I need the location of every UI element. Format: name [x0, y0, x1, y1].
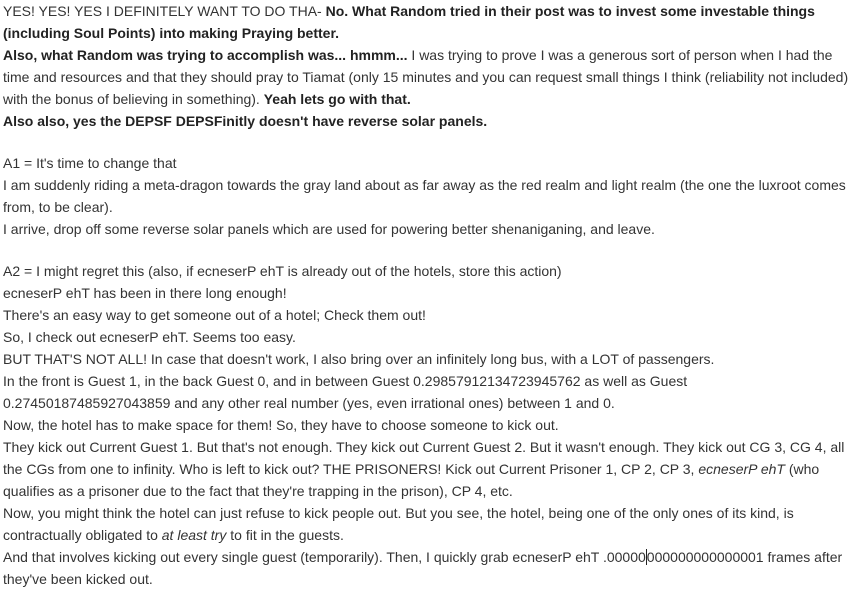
- accomplish-bold-lead: Also, what Random was trying to accomplish was... hmmm...: [3, 47, 408, 63]
- a1-line: I arrive, drop off some reverse solar panels which are used for powering better shenaniganing, and leave.: [3, 221, 655, 237]
- paragraph-gap: [3, 132, 857, 152]
- a2-line-kickout: [3, 436, 857, 502]
- a2-line: So, I check out ecneserP ehT. Seems too easy.: [3, 329, 296, 345]
- post-paragraph-depsf: [3, 110, 857, 132]
- depsf-bold-text: Also also, yes the DEPSF DEPSFinitly doesn't have reverse solar panels.: [3, 113, 488, 129]
- intro-text: YES! YES! YES I DEFINITELY WANT TO DO THA-: [3, 3, 326, 19]
- paragraph-gap: [3, 240, 857, 260]
- post-paragraph-accomplish: [3, 44, 857, 110]
- intro-bold-text: No. What Random tried in their post was to invest some investable things (including Soul Points) into making Praying better.: [3, 3, 815, 41]
- kickout-text: They kick out Current Guest 1. But that's not enough. They kick out Current Guest 2. But it wasn't enough. They kick out CG 3, CG 4, all the CGs from one to infinity. Who is left to kick out? THE PRISONERS! Kick out Current Prisoner 1, CP 2, CP 3,: [3, 439, 845, 477]
- a1-heading: A1 = It's time to change that: [3, 155, 177, 171]
- contract-italic-text: at least try: [161, 527, 227, 543]
- a2-line: There's an easy way to get someone out of a hotel; Check them out!: [3, 307, 426, 323]
- contract-text-tail: to fit in the guests.: [226, 527, 344, 543]
- grab-text-tail: 000000000000001 frames after they've been kicked out.: [3, 549, 843, 587]
- a2-line-grab: [3, 546, 857, 590]
- a2-heading: A2 = I might regret this (also, if ecneserP ehT is already out of the hotels, store this action): [3, 263, 562, 279]
- kickout-text-tail: (who qualifies as a prisoner due to the fact that they're trapping in the prison), CP 4, etc.: [3, 461, 820, 499]
- grab-text: And that involves kicking out every single guest (temporarily). Then, I quickly grab ecneserP ehT .00000: [3, 549, 646, 565]
- a2-line-contract: [3, 502, 857, 546]
- post-paragraph-intro: [3, 0, 857, 44]
- kickout-italic-name: ecneserP ehT: [698, 461, 785, 477]
- a2-line: In the front is Guest 1, in the back Guest 0, and in between Guest 0.29857912134723945762 as well as Guest 0.27450187485927043859 and any other real number (yes, even irrational ones) between 1 and 0.: [3, 373, 688, 411]
- a2-line: BUT THAT'S NOT ALL! In case that doesn't work, I also bring over an infinitely long bus, with a LOT of passengers.: [3, 351, 715, 367]
- a2-line: ecneserP ehT has been in there long enough!: [3, 285, 287, 301]
- accomplish-bold-tail: Yeah lets go with that.: [263, 91, 411, 107]
- a1-line: I am suddenly riding a meta-dragon towards the gray land about as far away as the red realm and light realm (the one the luxroot comes from, to be clear).: [3, 177, 846, 215]
- accomplish-text: I was trying to prove I was a generous sort of person when I had the time and resources and that they should pray to Tiamat (only 15 minutes and you can request small things I think (reliability not included) with the bonus of believing in something).: [3, 47, 849, 107]
- contract-text: Now, you might think the hotel can just refuse to kick people out. But you see, the hotel, being one of the only ones of its kind, is contractually obligated to: [3, 505, 794, 543]
- a2-line: Now, the hotel has to make space for them! So, they have to choose someone to kick out.: [3, 417, 559, 433]
